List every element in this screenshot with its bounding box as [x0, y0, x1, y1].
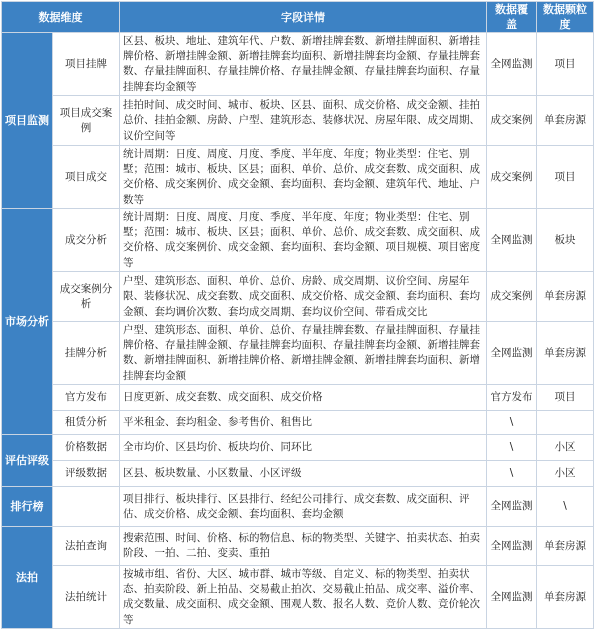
row-detail: 搜索范围、时间、价格、标的物信息、标的物类型、关键字、拍卖状态、拍卖阶段、一拍、二拍、变卖、重拍	[120, 527, 487, 566]
row-detail: 区县、板块数量、小区数量、小区评级	[120, 461, 487, 487]
table-row	[2, 461, 594, 487]
category-judicial-auction: 法拍	[2, 527, 53, 629]
row-name: 成交分析	[53, 209, 120, 272]
row-detail: 项目排行、板块排行、区县排行、经纪公司排行、成交套数、成交面积、评估、成交价格、成交金额、套均面积、套均金额	[120, 487, 487, 527]
header-coverage: 数据覆盖	[487, 2, 537, 33]
table-row	[2, 527, 594, 566]
row-granularity	[537, 411, 594, 435]
table-row	[2, 272, 594, 322]
row-coverage: 全网监测	[487, 209, 537, 272]
row-granularity: 单套房源	[537, 527, 594, 566]
row-name	[53, 487, 120, 527]
table-header-row	[2, 2, 594, 33]
table-row	[2, 146, 594, 209]
row-name: 法拍统计	[53, 566, 120, 629]
row-granularity: 项目	[537, 33, 594, 96]
row-coverage: \	[487, 461, 537, 487]
category-project-monitoring: 项目监测	[2, 33, 53, 209]
row-coverage: 全网监测	[487, 33, 537, 96]
row-detail: 日度更新、成交套数、成交面积、成交价格	[120, 385, 487, 411]
row-detail: 户型、建筑形态、面积、单价、总价、存量挂牌套数、存量挂牌面积、存量挂牌价格、存量挂牌金额、存量挂牌套均面积、存量挂牌套均金额、新增挂牌套数、新增挂牌面积、新增挂牌价格、新增挂牌金额、新增挂牌套均面积、新增挂牌套均金额	[120, 322, 487, 385]
row-coverage: 全网监测	[487, 487, 537, 527]
row-coverage: 全网监测	[487, 527, 537, 566]
header-dimension: 数据维度	[2, 2, 120, 33]
row-detail: 统计周期：日度、周度、月度、季度、半年度、年度；物业类型：住宅、别墅；范围：城市、板块、区县；面积、单价、总价、成交套数、成交面积、成交价格、成交案例价、成交金额、套均面积、套均金额、建筑年代、地址、户数等	[120, 146, 487, 209]
row-detail: 统计周期：日度、周度、月度、季度、半年度、年度；物业类型：住宅、别墅；范围：城市、板块、区县；面积、单价、总价、成交套数、成交面积、成交价格、成交案例价、成交金额、套均面积、套均金额、项目规模、项目密度等	[120, 209, 487, 272]
row-name: 租赁分析	[53, 411, 120, 435]
table-row	[2, 385, 594, 411]
row-coverage: 官方发布	[487, 385, 537, 411]
row-name: 项目成交案例	[53, 96, 120, 146]
row-granularity: 单套房源	[537, 96, 594, 146]
data-dimension-table	[1, 1, 594, 629]
row-granularity: 小区	[537, 461, 594, 487]
row-name: 项目成交	[53, 146, 120, 209]
header-granularity: 数据颗粒度	[537, 2, 594, 33]
table-row	[2, 435, 594, 461]
row-coverage: \	[487, 435, 537, 461]
table-row	[2, 411, 594, 435]
row-granularity: 项目	[537, 146, 594, 209]
row-name: 成交案例分析	[53, 272, 120, 322]
row-granularity: 单套房源	[537, 566, 594, 629]
row-granularity: 板块	[537, 209, 594, 272]
row-detail: 挂拍时间、成交时间、城市、板块、区县、面积、成交价格、成交金额、挂拍总价、挂拍金额、房龄、户型、建筑形态、装修状况、房屋年限、成交周期、议价空间等	[120, 96, 487, 146]
row-granularity: 单套房源	[537, 322, 594, 385]
category-valuation-rating: 评估评级	[2, 435, 53, 487]
table-row	[2, 487, 594, 527]
category-ranking: 排行榜	[2, 487, 53, 527]
row-detail: 平米租金、套均租金、参考售价、租售比	[120, 411, 487, 435]
row-name: 挂牌分析	[53, 322, 120, 385]
row-coverage: 全网监测	[487, 566, 537, 629]
row-coverage: 成交案例	[487, 272, 537, 322]
table-row	[2, 96, 594, 146]
row-granularity: 单套房源	[537, 272, 594, 322]
row-detail: 按城市组、省份、大区、城市群、城市等级、自定义、标的物类型、拍卖状态、拍卖阶段、新上拍品、交易截止拍次、交易截止拍品、成交率、溢价率、成交数量、成交面积、成交金额、围观人数、报名人数、竞价人数、竞价轮次等	[120, 566, 487, 629]
table-row	[2, 33, 594, 96]
row-coverage: 成交案例	[487, 96, 537, 146]
row-name: 法拍查询	[53, 527, 120, 566]
row-coverage: \	[487, 411, 537, 435]
row-coverage: 成交案例	[487, 146, 537, 209]
row-detail: 户型、建筑形态、面积、单价、总价、房龄、成交周期、议价空间、房屋年限、装修状况、成交套数、成交面积、成交价格、成交金额、套均面积、套均金额、套均调价次数、套均成交周期、套均议价空间、带看成交比	[120, 272, 487, 322]
row-granularity: 项目	[537, 385, 594, 411]
row-name: 价格数据	[53, 435, 120, 461]
row-detail: 全市均价、区县均价、板块均价、同环比	[120, 435, 487, 461]
row-name: 评级数据	[53, 461, 120, 487]
table-row	[2, 566, 594, 629]
row-detail: 区县、板块、地址、建筑年代、户数、新增挂牌套数、新增挂牌面积、新增挂牌价格、新增挂牌金额、新增挂牌套均面积、新增挂牌套均金额、存量挂牌套数、存量挂牌面积、存量挂牌价格、存量挂牌金额、存量挂牌套均面积、存量挂牌套均金额等	[120, 33, 487, 96]
table-row	[2, 209, 594, 272]
row-name: 官方发布	[53, 385, 120, 411]
row-coverage: 全网监测	[487, 322, 537, 385]
row-name: 项目挂牌	[53, 33, 120, 96]
table-row	[2, 322, 594, 385]
row-granularity: 小区	[537, 435, 594, 461]
category-market-analysis: 市场分析	[2, 209, 53, 435]
row-granularity: \	[537, 487, 594, 527]
header-detail: 字段详情	[120, 2, 487, 33]
